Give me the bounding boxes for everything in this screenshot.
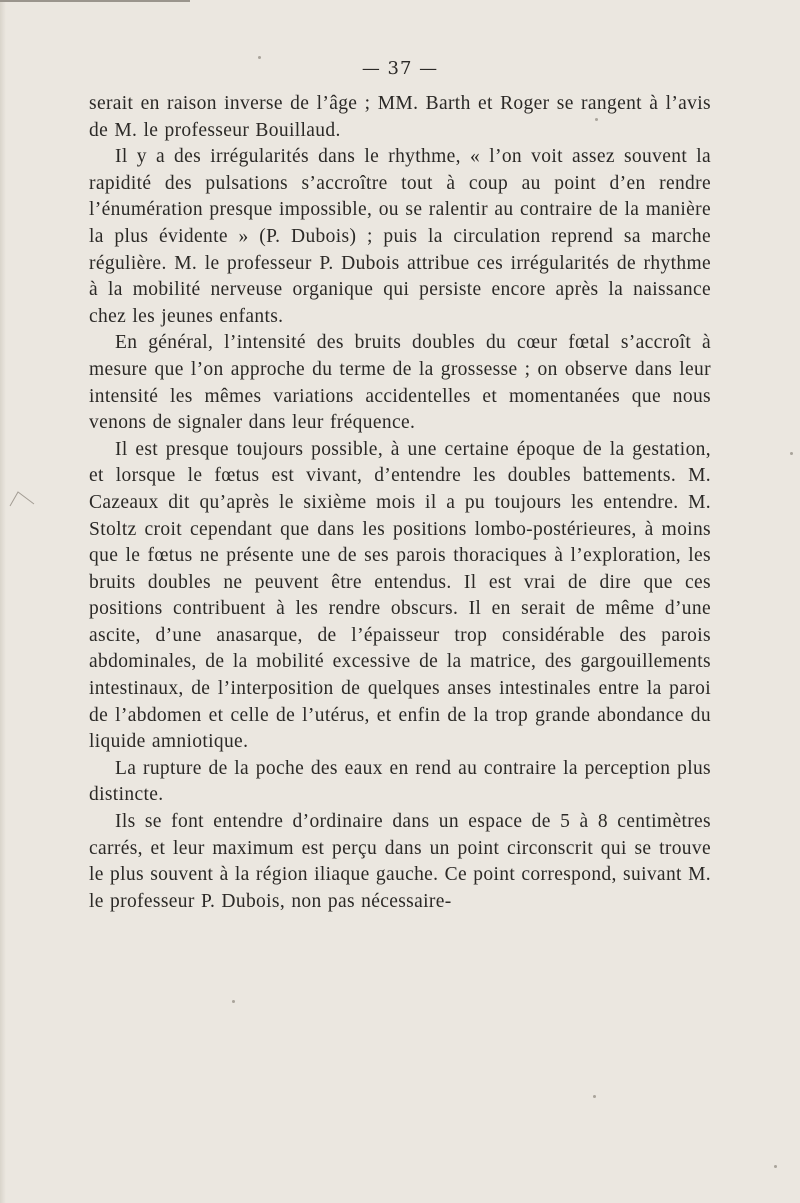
margin-pencil-mark bbox=[8, 488, 36, 508]
paragraph-intensity: En général, l’intensité des bruits doubles du cœur fœtal s’accroît à mesure que l’on approche du terme de la grossesse ; on observe dans leur intensité les mêmes variations accidentelles et momentanées que nous venons de signaler dans leur fréquence. bbox=[89, 332, 711, 434]
paper-speck bbox=[258, 56, 261, 59]
paragraph-rupture: La rupture de la poche des eaux en rend au contraire la perception plus distincte. bbox=[89, 757, 711, 806]
paragraph-audibility: Il est presque toujours possible, à une certaine époque de la gestation, et lorsque le fœtus est vivant, d’entendre les doubles battements. M. Cazeaux dit qu’après le sixième mois il a pu toujours les entendre. M. Stoltz croit cependant que dans les positions lombo-postérieures, à moins que le fœtus ne présente une de ses parois thoraciques à l’exploration, les bruits doubles ne peuvent être entendus. Il est vrai de dire que ces positions contribuent à les rendre obscurs. Il en serait de même d’une ascite, d’une anasarque, de l’épaisseur trop considérable des parois abdominales, de la mobilité excessive de la matrice, des gargouillements intestinaux, de l’interposition de quelques anses intestinales entre la paroi de l’abdomen et celle de l’utérus, et enfin de la trop grande abondance du liquide amniotique. bbox=[89, 438, 711, 753]
paragraph-continuation: serait en raison inverse de l’âge ; MM. Barth et Roger se rangent à l’avis de M. le professeur Bouillaud. bbox=[89, 93, 711, 141]
paper-speck bbox=[593, 1095, 596, 1098]
paper-speck bbox=[595, 118, 598, 121]
page-edge-shadow bbox=[0, 0, 6, 1203]
top-edge-mark bbox=[0, 0, 190, 2]
paper-speck bbox=[232, 1000, 235, 1003]
page-number: — 37 — bbox=[361, 58, 439, 79]
body-text bbox=[89, 91, 711, 915]
paragraph-rhythm: Il y a des irrégularités dans le rhythme, « l’on voit assez souvent la rapidité des pulsations s’accroître tout à coup au point d’en rendre l’énumération presque impossible, ou se ralentir au contraire de la manière la plus évidente » (P. Dubois) ; puis la circulation reprend sa marche régulière. M. le professeur P. Dubois attribue ces irrégularités de rhythme à la mobilité nerveuse organique qui persiste encore après la naissance chez les jeunes enfants. bbox=[89, 146, 711, 327]
paper-speck bbox=[790, 452, 793, 455]
paragraph-location: Ils se font entendre d’ordinaire dans un espace de 5 à 8 centimètres carrés, et leur maximum est perçu dans un point circonscrit qui se trouve le plus souvent à la région iliaque gauche. Ce point correspond, suivant M. le professeur P. Dubois, non pas nécessaire- bbox=[89, 811, 711, 912]
paper-speck bbox=[774, 1165, 777, 1168]
